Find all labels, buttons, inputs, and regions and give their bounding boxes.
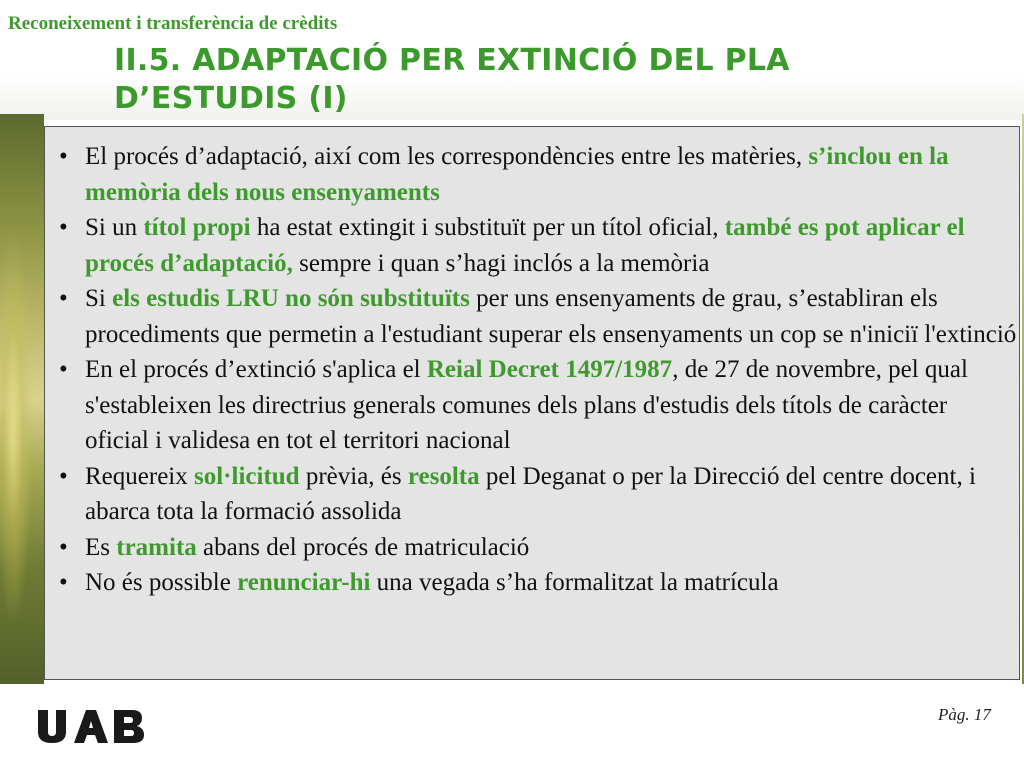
highlighted-text: tramita xyxy=(116,533,197,561)
highlighted-text: títol propi xyxy=(143,214,251,241)
slide-title: II.5. ADAPTACIÓ PER EXTINCIÓ DEL PLA D’ESTUDIS (I) xyxy=(114,43,790,116)
bullet-item xyxy=(55,565,1017,601)
highlighted-text: també es pot aplicar el procés d’adaptació, xyxy=(85,214,965,277)
page-number: Pàg. 17 xyxy=(938,705,991,724)
section-subtitle: Reconeixement i transferència de crèdits xyxy=(8,13,338,34)
bullet-text: En el procés d’extinció s'aplica el xyxy=(85,356,427,383)
bullet-item xyxy=(55,210,1017,281)
bullet-text: El procés d’adaptació, així com les correspondències entre les matèries, xyxy=(85,143,809,170)
bullet-item xyxy=(55,352,1017,459)
highlighted-text: Reial Decret 1497/1987 xyxy=(426,356,673,383)
bullet-text: una vegada s’ha formalitzat la matrícula xyxy=(370,569,779,596)
uab-logo xyxy=(36,708,146,744)
highlighted-text: s’inclou en la memòria dels nous ensenyaments xyxy=(85,143,949,206)
bullet-text: sempre i quan s’hagi inclós a la memòria xyxy=(292,249,710,277)
bullet-text: Si un xyxy=(85,214,144,241)
bullet-item xyxy=(55,459,1017,530)
bullet-dot: • xyxy=(59,143,68,170)
bullet-text: ha estat extingit i substituït per un títol oficial, xyxy=(250,214,725,241)
bullet-list xyxy=(55,139,1017,601)
bullet-text: No és possible xyxy=(85,569,238,596)
bullet-dot: • xyxy=(59,285,68,312)
bullet-dot: • xyxy=(59,356,68,383)
highlighted-text: els estudis LRU no són substituïts xyxy=(112,285,470,312)
decorative-side-photo xyxy=(0,114,44,684)
highlighted-text: resolta xyxy=(407,462,480,490)
bullet-text: prèvia, és xyxy=(299,462,408,490)
highlighted-text: renunciar-hi xyxy=(237,569,371,596)
bullet-text: abans del procés de matriculació xyxy=(196,533,530,561)
bullet-text: Si xyxy=(85,285,113,312)
bullet-item xyxy=(55,530,1017,566)
bullet-text: Requereix xyxy=(85,462,194,490)
bullet-item xyxy=(55,281,1017,352)
bullet-dot: • xyxy=(59,569,68,596)
bullet-dot: • xyxy=(59,533,68,561)
bullet-text: Es xyxy=(85,533,117,561)
highlighted-text: sol·licitud xyxy=(193,462,300,490)
content-box xyxy=(44,126,1020,680)
bullet-text: pel Deganat o per la Direcció del centre docent, i abarca tota la formació assolida xyxy=(85,462,976,525)
bullet-text: per uns ensenyaments de grau, s’establiran els procediments que permetin a l'estudiant superar els ensenyaments un cop se n'iniciï l'extinció xyxy=(85,285,1017,348)
bullet-text: , de 27 de novembre, pel qual s'estableixen les directrius generals comunes dels plans d'estudis dels títols de caràcter oficial i validesa en tot el territori nacional xyxy=(85,356,968,454)
bullet-item xyxy=(55,139,1017,210)
bullet-dot: • xyxy=(59,462,68,490)
bullet-dot: • xyxy=(59,214,68,241)
